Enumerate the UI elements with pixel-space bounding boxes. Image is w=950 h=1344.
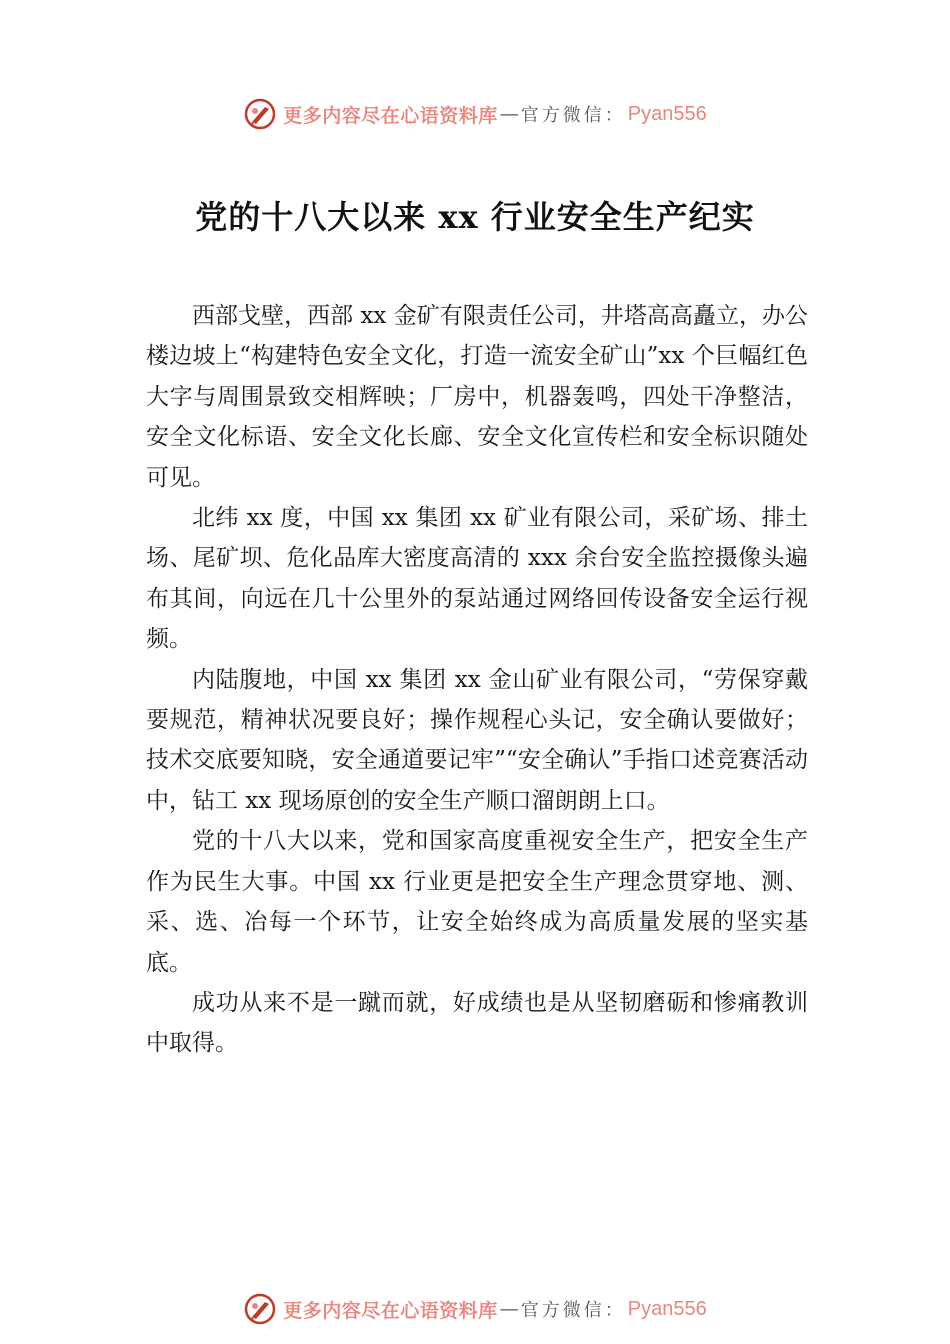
banner-dash: —	[499, 103, 519, 125]
paragraph: 北纬 xx 度，中国 xx 集团 xx 矿业有限公司，采矿场、排土场、尾矿坝、危化品库大密度高清的 xxx 余台安全监控摄像头遍布其间，向远在几十公里外的泵站通过网络回传设备安全运行视频。	[146, 505, 808, 653]
pen-logo-icon	[243, 1292, 277, 1326]
paragraph: 成功从来不是一蹴而就，好成绩也是从坚韧磨砺和惨痛教训中取得。	[146, 989, 808, 1057]
footer-banner	[0, 1291, 950, 1327]
banner-official-label: 官方微信：	[520, 105, 626, 126]
document-title: 党的十八大以来 xx 行业安全生产纪实	[195, 198, 755, 236]
paragraph: 党的十八大以来，党和国家高度重视安全生产，把安全生产作为民生大事。中国 xx 行业更是把安全生产理念贯穿地、测、采、选、冶每一个环节，让安全始终成为高质量发展的坚实基底。	[146, 828, 808, 976]
banner-dash: —	[499, 1298, 519, 1320]
banner-official-label: 官方微信：	[520, 1300, 626, 1321]
paragraph: 内陆腹地，中国 xx 集团 xx 金山矿业有限公司，“劳保穿戴要规范，精神状况要良好；操作规程心头记，安全确认要做好；技术交底要知晓，安全通道要记牢”“安全确认”手指口述竞赛活动中，钻工 xx 现场原创的安全生产顺口溜朗朗上口。	[146, 666, 808, 814]
header-banner	[0, 96, 950, 132]
pen-logo-icon	[243, 97, 277, 131]
banner-brand-text: 更多内容尽在心语资料库	[283, 1299, 498, 1322]
document-body	[146, 296, 808, 1064]
banner-account: Pyan556	[627, 1297, 707, 1320]
paragraph: 西部戈壁，西部 xx 金矿有限责任公司，井塔高高矗立，办公楼边坡上“构建特色安全文化，打造一流安全矿山”xx 个巨幅红色大字与周围景致交相辉映；厂房中，机器轰鸣，四处干净整洁，安全文化标语、安全文化长廊、安全文化宣传栏和安全标识随处可见。	[146, 303, 808, 491]
banner-account: Pyan556	[627, 102, 707, 125]
banner-brand-text: 更多内容尽在心语资料库	[283, 104, 498, 127]
